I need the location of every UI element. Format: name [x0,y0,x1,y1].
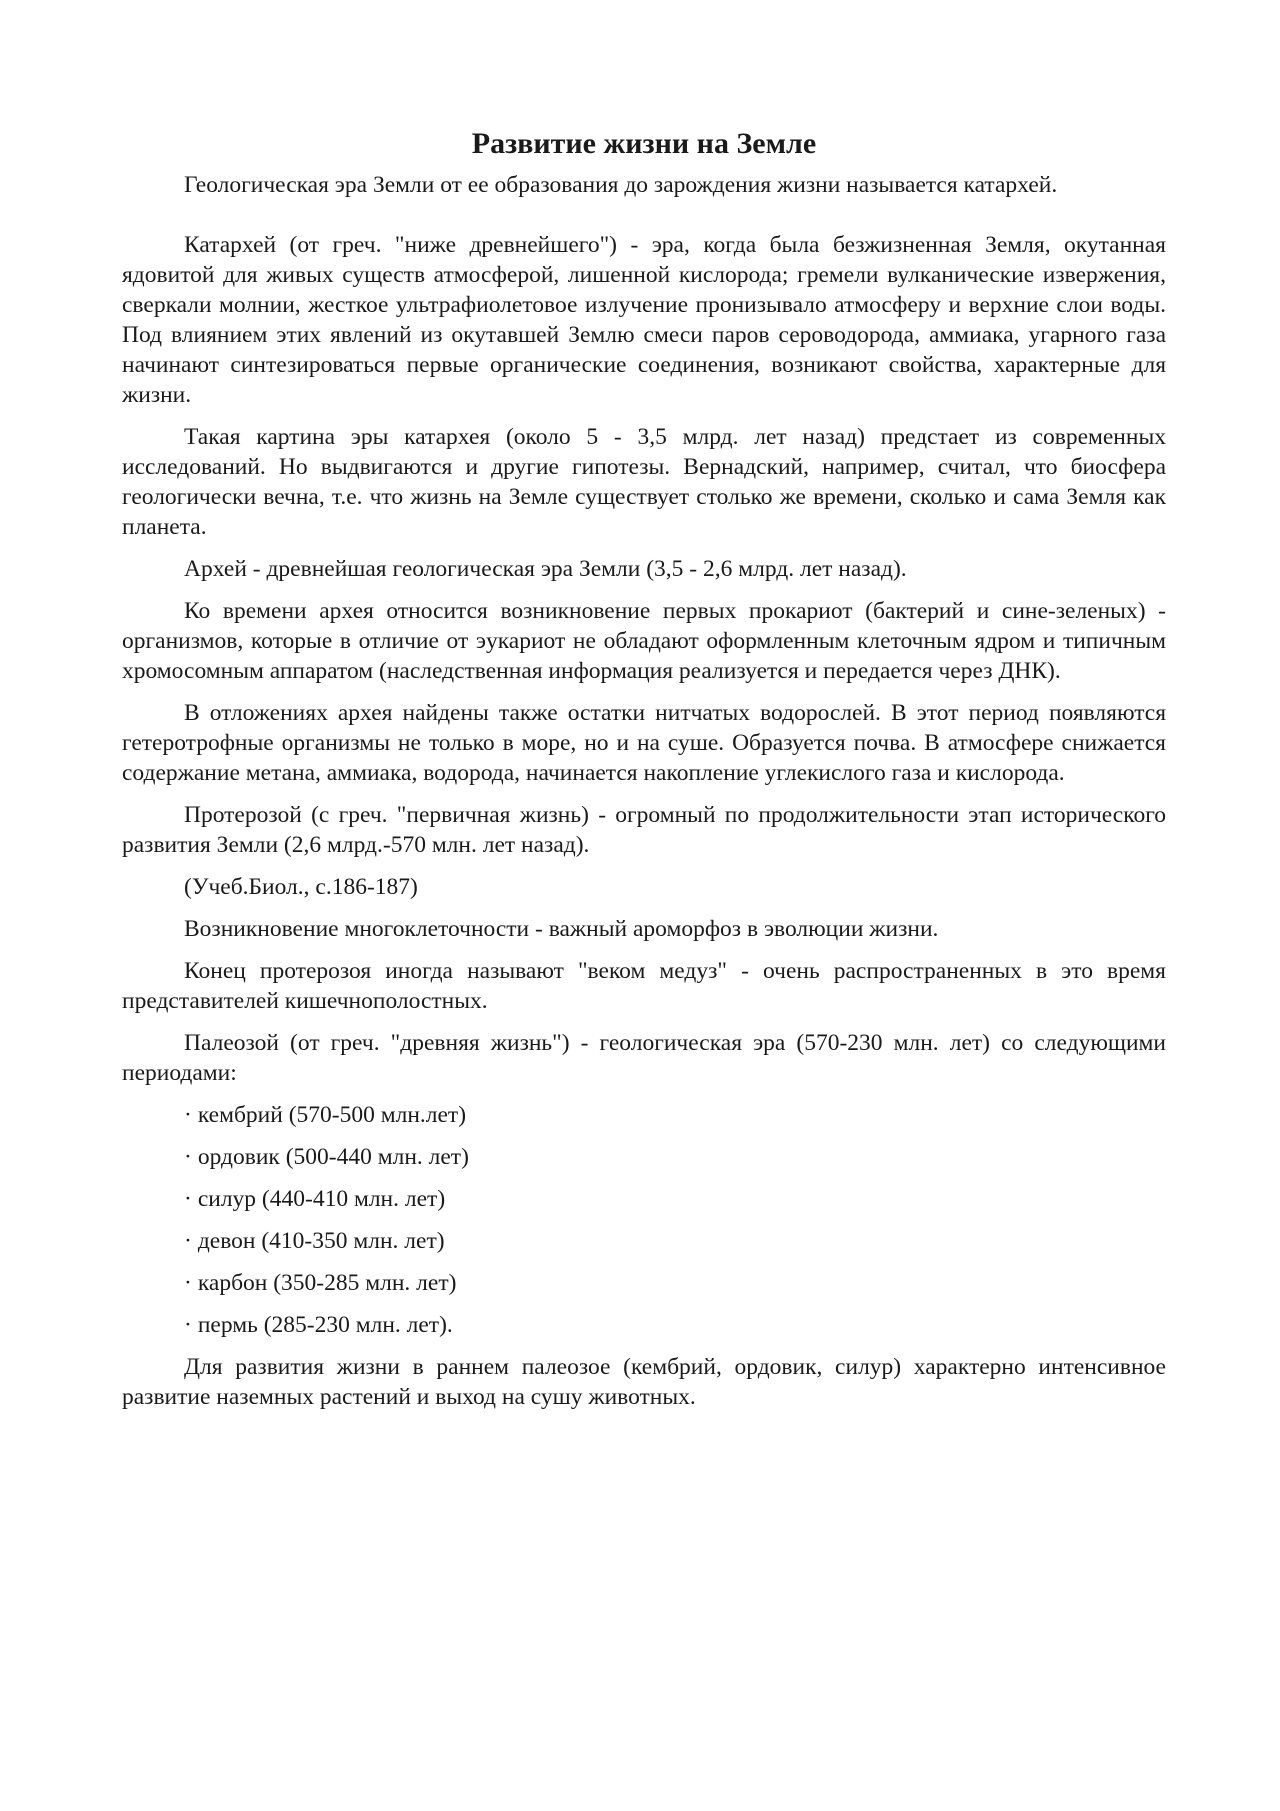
bullet-marker: · [184,1228,192,1254]
period-text: ордовик (500-440 млн. лет) [197,1144,469,1170]
paragraph-prokaryotes: Ко времени архея относится возникновение первых прокариот (бактерий и сине-зеленых) - организмов, которые в отличие от эукариот не обладают оформленным клеточным ядром и типичным хромосомным аппаратом (наследственная информация реализуется и передается через ДНК). [122,598,1166,684]
list-item-period [122,1184,1166,1214]
period-text: девон (410-350 млн. лет) [197,1228,445,1254]
paragraph-jellyfish-age: Конец протерозоя иногда называют "веком медуз" - очень распространенных в это время представителей кишечнополостных. [122,958,1166,1014]
list-item-period [122,1226,1166,1256]
bullet-marker: · [184,1270,192,1296]
paragraph-katarchey-picture: Такая картина эры катархея (около 5 - 3,5 млрд. лет назад) предстает из современных исследований. Но выдвигаются и другие гипотезы. Вернадский, например, считал, что биосфера геологически вечна, т.е. что жизнь на Земле существует столько же времени, сколько и сама Земля как планета. [122,424,1166,540]
bullet-marker: · [184,1186,192,1212]
paragraph-intro: Геологическая эра Земли от ее образования до зарождения жизни называется катархей. [184,172,1058,198]
paragraph-multicellularity: Возникновение многоклеточности - важный ароморфоз в эволюции жизни. [184,916,939,942]
list-item-period [122,1142,1166,1172]
period-text: силур (440-410 млн. лет) [197,1186,446,1212]
bullet-marker: · [184,1102,192,1128]
list-item-period [122,1268,1166,1298]
list-item-period [122,1100,1166,1130]
paragraph-katarchey: Катархей (от греч. "ниже древнейшего") - эра, когда была безжизненная Земля, окутанная ядовитой для живых существ атмосферой, лишенной кислорода; гремели вулканические извержения, сверкали молнии, жесткое ультрафиолетовое излучение пронизывало атмосферу и верхние слои воды. Под влиянием этих явлений из окутавшей Землю смеси паров сероводорода, аммиака, угарного газа начинают синтезироваться первые органические соединения, возникают свойства, характерные для жизни. [122,232,1166,408]
bullet-marker: · [184,1312,192,1338]
period-text: пермь (285-230 млн. лет). [197,1312,453,1338]
period-text: карбон (350-285 млн. лет) [197,1270,457,1296]
list-item-period [122,1310,1166,1340]
paragraph-archey-deposits: В отложениях архея найдены также остатки нитчатых водорослей. В этот период появляются гетеротрофные организмы не только в море, но и на суше. Образуется почва. В атмосфере снижается содержание метана, аммиака, водорода, начинается накопление углекислого газа и кислорода. [122,700,1166,786]
document-page [122,118,1166,1424]
paragraph-early-paleozoic: Для развития жизни в раннем палеозое (кембрий, ордовик, силур) характерно интенсивное развитие наземных растений и выход на сушу животных. [122,1354,1166,1410]
period-text: кембрий (570-500 млн.лет) [197,1102,467,1128]
document-title: Развитие жизни на Земле [471,127,817,160]
paragraph-citation: (Учеб.Биол., с.186-187) [184,874,418,900]
paragraph-archey: Архей - древнейшая геологическая эра Земли (3,5 - 2,6 млрд. лет назад). [184,556,907,582]
paragraph-paleozoic: Палеозой (от греч. "древняя жизнь") - геологическая эра (570-230 млн. лет) со следующими периодами: [122,1030,1166,1086]
paragraph-proterozoic: Протерозой (с греч. "первичная жизнь) - огромный по продолжительности этап исторического развития Земли (2,6 млрд.-570 млн. лет назад). [122,802,1166,858]
bullet-marker: · [184,1144,192,1170]
